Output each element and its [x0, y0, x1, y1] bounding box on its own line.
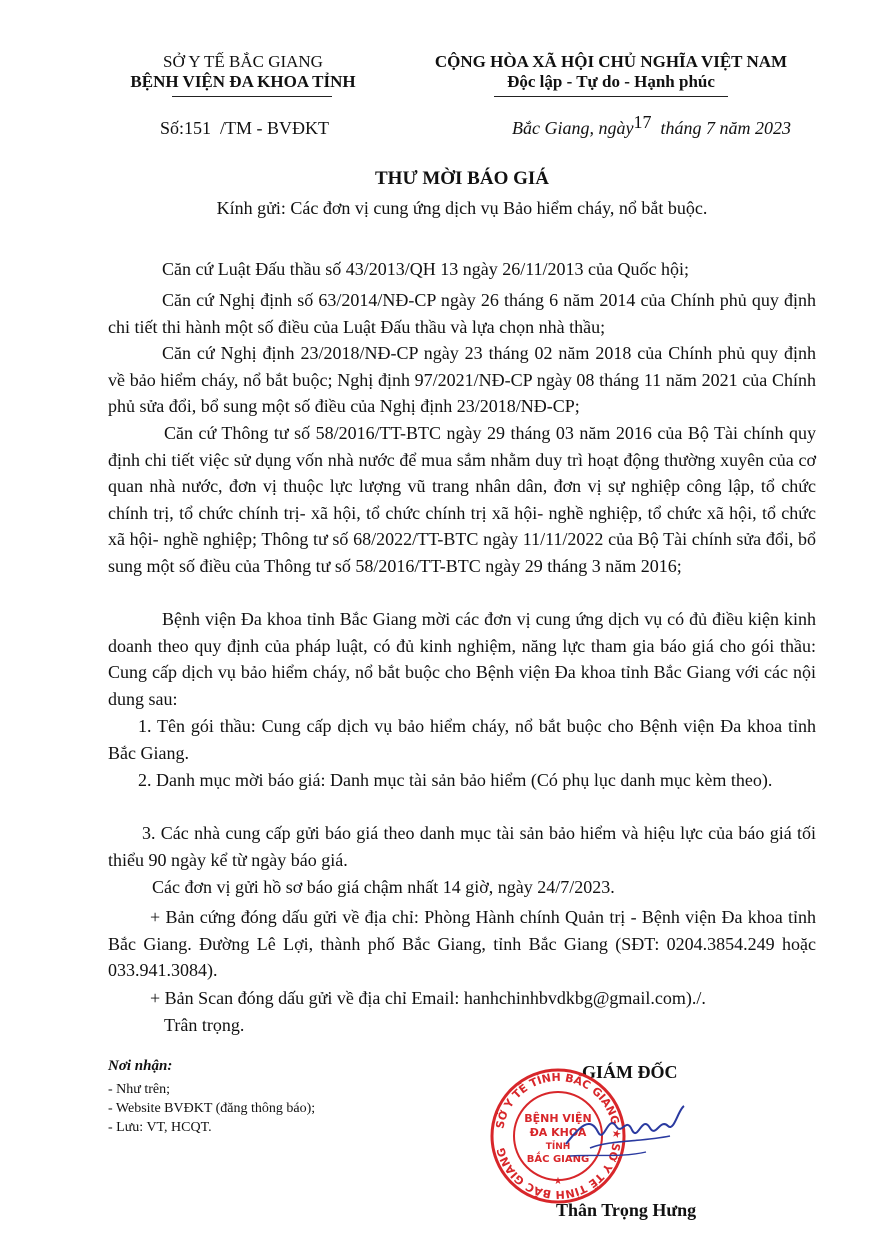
svg-text:ĐA KHOA: ĐA KHOA [529, 1126, 587, 1139]
national-title: CỘNG HÒA XÃ HỘI CHỦ NGHĨA VIỆT NAM [434, 52, 788, 71]
recipient-item: - Như trên; [108, 1082, 171, 1097]
svg-text:TỈNH: TỈNH [545, 1142, 571, 1152]
item-2: 2. Danh mục mời báo giá: Danh mục tài sản bảo hiểm (Có phụ lục danh mục kèm theo). [138, 770, 773, 790]
hard-copy-address: + Bản cứng đóng dấu gửi về địa chỉ: Phòng Hành chính Quản trị - Bệnh viện Đa khoa tỉnh Bắc Giang. Đường Lê Lợi, thành phố Bắc Giang, tỉnh Bắc Giang (SĐT: 0204.3854.249 hoặc 033.941.3084). [108, 907, 816, 981]
motto-underline [494, 96, 728, 97]
legal-basis-3: Căn cứ Nghị định 23/2018/NĐ-CP ngày 23 tháng 02 năm 2018 của Chính phủ quy định về bảo hiểm cháy, nổ bắt buộc; Nghị định 97/2021/NĐ-CP ngày 08 tháng 11 năm 2021 của Chính phủ sửa đổi, bổ sung một số điều của Nghị định 23/2018/NĐ-CP; [108, 343, 816, 417]
closing-line: Trân trọng. [164, 1015, 245, 1035]
recipient-item: - Lưu: VT, HCQT. [108, 1120, 212, 1135]
director-signature [560, 1096, 690, 1166]
national-motto: Độc lập - Tự do - Hạnh phúc [507, 72, 715, 91]
document-number: Số:151 /TM - BVĐKT [160, 118, 330, 138]
svg-text:SỞ Y TẾ TỈNH BẮC GIANG ★ SỞ Y: SỞ Y TẾ TỈNH BẮC GIANG ★ SỞ Y TẾ TỈNH BẮC GIANG [493, 1070, 624, 1202]
svg-text:★: ★ [553, 1176, 563, 1187]
document-date: Bắc Giang, ngày17 tháng 7 năm 2023 [512, 112, 791, 138]
recipient-item: - Website BVĐKT (đăng thông báo); [108, 1101, 316, 1116]
scan-email: + Bản Scan đóng dấu gửi về địa chỉ Email: hanhchinhbvdkbg@gmail.com)./. [150, 988, 706, 1008]
recipient-line: Kính gửi: Các đơn vị cung ứng dịch vụ Bảo hiểm cháy, nổ bắt buộc. [216, 198, 708, 218]
item-3: 3. Các nhà cung cấp gửi báo giá theo danh mục tài sản bảo hiểm và hiệu lực của báo giá tối thiểu 90 ngày kể từ ngày báo giá. [108, 823, 816, 870]
hospital-name: BỆNH VIỆN ĐA KHOA TỈNH [130, 72, 356, 91]
legal-basis-1: Căn cứ Luật Đấu thầu số 43/2013/QH 13 ngày 26/11/2013 của Quốc hội; [162, 259, 690, 279]
page-title: THƯ MỜI BÁO GIÁ [375, 168, 549, 189]
item-1: 1. Tên gói thầu: Cung cấp dịch vụ bảo hiểm cháy, nổ bắt buộc cho Bệnh viện Đa khoa tỉnh Bắc Giang. [108, 716, 816, 763]
legal-basis-2: Căn cứ Nghị định số 63/2014/NĐ-CP ngày 26 tháng 6 năm 2014 của Chính phủ quy định chi tiết thi hành một số điều của Luật Đấu thầu và lựa chọn nhà thầu; [108, 290, 816, 337]
legal-basis-4: Căn cứ Thông tư số 58/2016/TT-BTC ngày 29 tháng 03 năm 2016 của Bộ Tài chính quy định chi tiết việc sử dụng vốn nhà nước để mua sắm nhằm duy trì hoạt động thường xuyên của cơ quan nhà nước, đơn vị thuộc lực lượng vũ trang nhân dân, đơn vị sự nghiệp công lập, tổ chức chính trị, tổ chức chính trị- xã hội, tổ chức chính trị xã hội- nghề nghiệp, tổ chức xã hội, tổ chức xã hội- nghề nghiệp; Thông tư số 68/2022/TT-BTC ngày 11/11/2022 của Bộ Tài chính sửa đổi, bổ sung một số điều của Thông tư số 58/2016/TT-BTC ngày 29 tháng 3 năm 2016; [108, 423, 816, 576]
signer-name: Thân Trọng Hưng [556, 1200, 697, 1220]
deadline-line: Các đơn vị gửi hồ sơ báo giá chậm nhất 14 giờ, ngày 24/7/2023. [152, 877, 615, 897]
invitation-paragraph: Bệnh viện Đa khoa tỉnh Bắc Giang mời các đơn vị cung ứng dịch vụ có đủ điều kiện kinh doanh theo quy định của pháp luật, có đủ kinh nghiệm, năng lực tham gia báo giá cho gói thầu: Cung cấp dịch vụ bảo hiểm cháy, nổ bắt buộc cho Bệnh viện Đa khoa tỉnh Bắc Giang với các nội dung sau: [108, 609, 816, 709]
svg-text:BẮC GIANG: BẮC GIANG [526, 1154, 590, 1165]
signer-title: GIÁM ĐỐC [582, 1062, 678, 1082]
ministry-name: SỞ Y TẾ BẮC GIANG [163, 52, 323, 71]
svg-text:BỆNH VIỆN: BỆNH VIỆN [524, 1112, 592, 1125]
recipients-heading: Nơi nhận: [108, 1058, 173, 1074]
hospital-underline [172, 96, 332, 97]
